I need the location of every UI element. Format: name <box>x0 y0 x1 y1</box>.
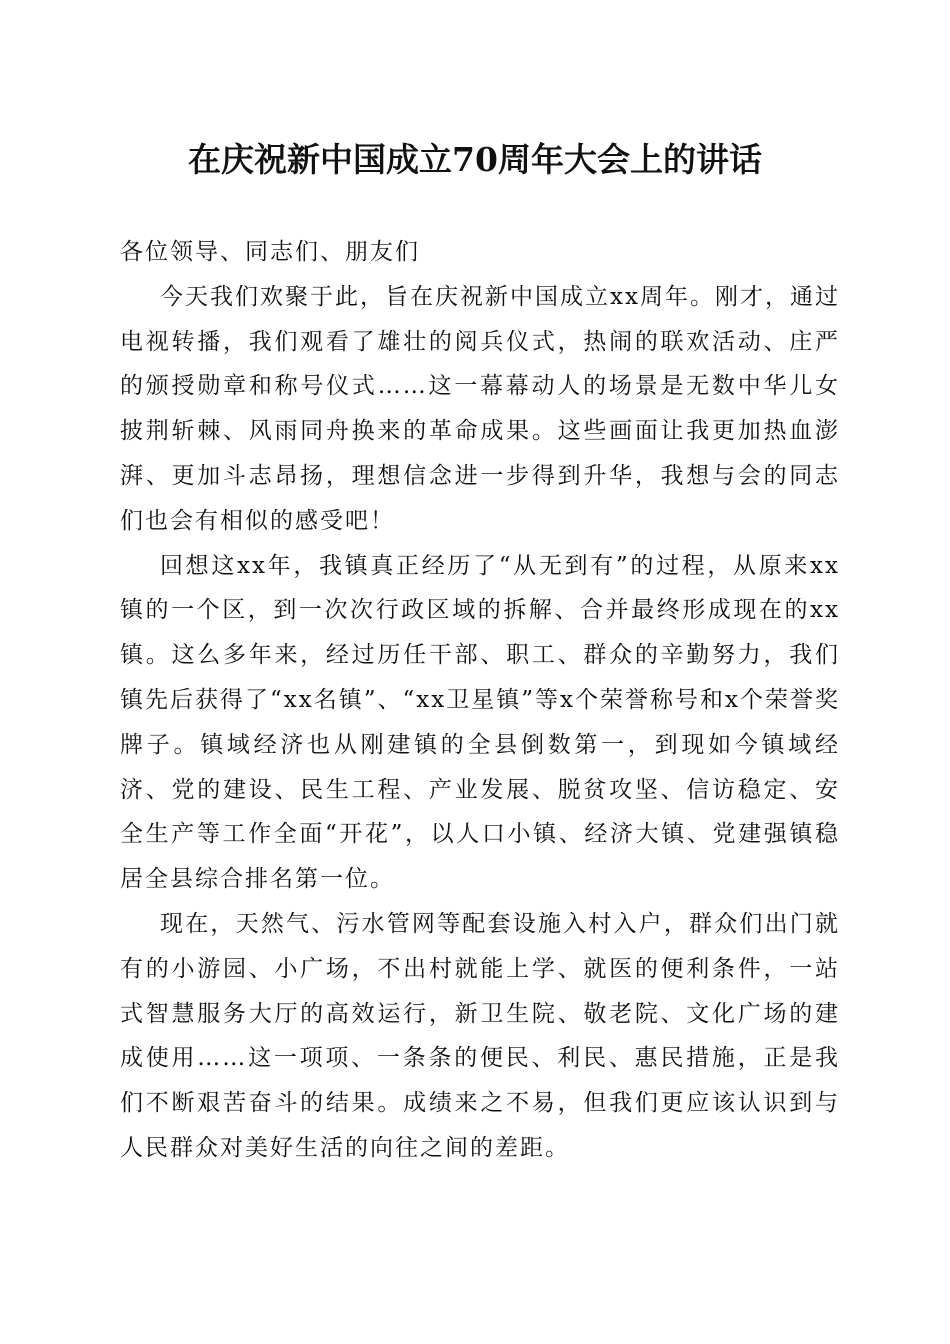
paragraph-2: 回想这xx年，我镇真正经历了“从无到有”的过程，从原来xx镇的一个区，到一次次行政区域的拆解、合并最终形成现在的xx镇。这么多年来，经过历任干部、职工、群众的辛勤努力，我们镇先后获得了“xx名镇”、“xx卫星镇”等x个荣誉称号和x个荣誉奖牌子。镇域经济也从刚建镇的全县倒数第一，到现如今镇域经济、党的建设、民生工程、产业发展、脱贫攻坚、信访稳定、安全生产等工作全面“开花”，以人口小镇、经济大镇、党建强镇稳居全县综合排名第一位。 <box>120 552 840 893</box>
paragraph-1: 今天我们欢聚于此，旨在庆祝新中国成立xx周年。刚才，通过电视转播，我们观看了雄壮的阅兵仪式，热闹的联欢活动、庄严的颁授勋章和称号仪式……这一幕幕动人的场景是无数中华儿女披荆斩棘、风雨同舟换来的革命成果。这些画面让我更加热血澎湃、更加斗志昂扬，理想信念进一步得到升华，我想与会的同志们也会有相似的感受吧！ <box>120 283 840 534</box>
salutation: 各位领导、同志们、朋友们 <box>120 239 420 265</box>
document-body <box>120 230 840 1171</box>
document-title: 在庆祝新中国成立70周年大会上的讲话 <box>188 140 762 179</box>
paragraph-3: 现在，天然气、污水管网等配套设施入村入户，群众们出门就有的小游园、小广场，不出村就能上学、就医的便利条件，一站式智慧服务大厅的高效运行，新卫生院、敬老院、文化广场的建成使用……这一项项、一条条的便民、利民、惠民措施，正是我们不断艰苦奋斗的结果。成绩来之不易，但我们更应该认识到与人民群众对美好生活的向往之间的差距。 <box>120 910 840 1161</box>
